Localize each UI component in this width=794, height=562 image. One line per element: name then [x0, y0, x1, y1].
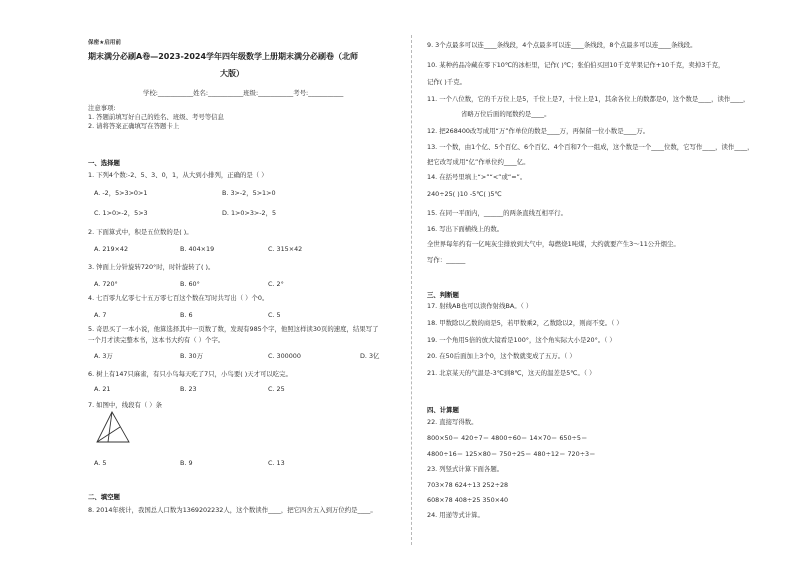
option: B. 23: [180, 385, 197, 393]
section-fill-heading: 二、填空题: [88, 493, 120, 501]
vertical-calc-row-2: 608×78 408÷25 350×40: [427, 496, 509, 504]
vertical-calc-row-1: 703×78 624÷13 252÷28: [427, 481, 509, 489]
question-15: 15. 在同一平面内，______的两条直线互相平行。: [427, 209, 568, 217]
question-21: 21. 北京某天的气温是-3℃到8℃，这天的温差是5℃。（ ）: [427, 369, 596, 377]
option: C. 5: [268, 311, 281, 319]
question-24: 24. 用递等式计算。: [427, 511, 484, 519]
option: C. 1>0>-2，5>3: [94, 209, 148, 217]
option: B. 30万: [180, 352, 203, 360]
option: C. 25: [268, 385, 285, 393]
question-16: 16. 写出下面横线上的数。: [427, 225, 504, 233]
question-17: 17. 射线AB也可以读作射线BA。（ ）: [427, 302, 533, 310]
triangle-figure: [95, 410, 131, 446]
calc-row-1: 800×50＝ 420÷7＝ 4800÷60＝ 14×70＝ 650÷5＝: [427, 434, 588, 442]
option: B. 6: [180, 311, 193, 319]
calc-row-2: 4800÷16＝ 125×80＝ 750÷25＝ 480÷12＝ 720÷3＝: [427, 450, 596, 458]
question-12: 12. 把268400改写成用“万”作单位的数是____万，再保留一位小数是____万。: [427, 127, 650, 135]
question-14: 14. 在括号里填上“>”“<”或“=”。: [427, 173, 527, 181]
section-judge-heading: 三、判断题: [427, 291, 459, 299]
column-divider: [411, 35, 412, 545]
question-19: 19. 一个角用5倍的放大镜看是100°，这个角实际大小是20°。（ ）: [427, 336, 616, 344]
secret-label: 保密★启用前: [88, 40, 121, 46]
section-choice-heading: 一、选择题: [88, 159, 120, 167]
section-calc-heading: 四、计算题: [427, 406, 459, 414]
question-8: 8. 2014年统计，我国总人口数为1369202232人，这个数读作____，把它四舍五入到万位约是____。: [88, 506, 377, 514]
question-7: 7. 如图中，线段有（ ）条: [88, 401, 163, 409]
option: A. -2，5>3>0>1: [94, 189, 148, 197]
question-16-answer: 写作：______: [427, 256, 466, 264]
option: B. 9: [180, 459, 193, 467]
question-5: 5. 奇思买了一本小说，他算选择其中一页数了数，发现有985个字，他照这样读30页的速度，结果写了: [88, 325, 379, 333]
option: C. 13: [268, 459, 285, 467]
option: C. 2°: [268, 280, 284, 288]
page-title-line1: 期末满分必刷A卷—2023-2024学年四年级数学上册期末满分必刷卷（北师: [88, 52, 359, 61]
option: A. 219×42: [94, 245, 129, 253]
question-14-items: 240÷25( )10 -5℃( )5℃: [427, 190, 502, 198]
question-20: 20. 在50后面加上3个0，这个数就变成了五万。（ ）: [427, 352, 576, 360]
question-11-cont: 省略万位后面的尾数约是____。: [461, 110, 551, 118]
option: B. 3>-2，5>1>0: [222, 189, 276, 197]
question-11: 11. 一个八位数，它的千万位上是5，千位上是7，十位上是1，其余各位上的数都是0，这个数是____，读作____，: [427, 95, 750, 103]
question-3: 3. 钟面上分针旋转720°时，时针旋转了( )。: [88, 263, 215, 271]
question-6: 6. 树上有147只麻雀，有只小鸟每天吃了7只，小鸟要( )天才可以吃完。: [88, 370, 292, 378]
option: A. 7: [94, 311, 107, 319]
question-22: 22. 直接写得数。: [427, 418, 478, 426]
question-10: 10. 某种药品冷藏在零下10℃的冰柜里，记作( )℃；张伯伯买回10千克苹果记作+10千克，卖掉3千克，: [427, 61, 725, 69]
option: C. 300000: [268, 352, 301, 360]
option: A. 21: [94, 385, 111, 393]
option: B. 404×19: [180, 245, 215, 253]
question-13-cont: 把它改写成用“亿”作单位约____亿。: [427, 158, 530, 166]
option: D. 3亿: [360, 352, 380, 360]
note-item: 2. 请将答案正确填写在答题卡上: [88, 122, 180, 130]
question-2: 2. 下面算式中，积是五位数的是( )。: [88, 228, 193, 236]
question-4: 4. 七百零九亿零七十五万零七百这个数在写时共写出（ ）个0。: [88, 294, 269, 302]
question-13: 13. 一个数，由1个亿、5个百亿、6个百亿、4个百和7个一组成，这个数是一个____位数，它写作____，读作____，: [427, 143, 754, 151]
option: D. 1>0>3>-2，5: [222, 209, 277, 217]
question-16-text: 全世界每年约有一亿吨灰尘排放到大气中，每燃烧1吨煤，大约就要产生3～11公升烟尘。: [427, 240, 680, 248]
student-info-line: 学校:___________姓名:___________班级:___________考号:___________: [143, 89, 344, 97]
question-1: 1. 下列4个数:-2、5、3、0，1，从大到小排列，正确的是（ ）: [88, 171, 268, 179]
question-10-cont: 记作( )千克。: [427, 78, 466, 86]
question-23: 23. 列竖式计算下面各题。: [427, 465, 504, 473]
question-18: 18. 甲数除以乙数的商是5，若甲数乘2，乙数除以2，则商不变。（ ）: [427, 319, 623, 327]
option: A. 3万: [94, 352, 113, 360]
option: C. 315×42: [268, 245, 303, 253]
option: A. 5: [94, 459, 107, 467]
notes-heading: 注意事项:: [88, 104, 116, 112]
note-item: 1. 答题前填写好自己的姓名、班级、考号等信息: [88, 113, 224, 121]
page-title-line2: 大版）: [220, 69, 244, 78]
option: A. 720°: [94, 280, 118, 288]
question-5-cont: 一个月才读完整本书，这本书大约有（ ）个字。: [88, 336, 225, 344]
question-9: 9. 3个点最多可以连____条线段，4个点最多可以连____条线段，8个点最多可以连____条线段。: [427, 41, 697, 49]
option: B. 60°: [180, 280, 200, 288]
